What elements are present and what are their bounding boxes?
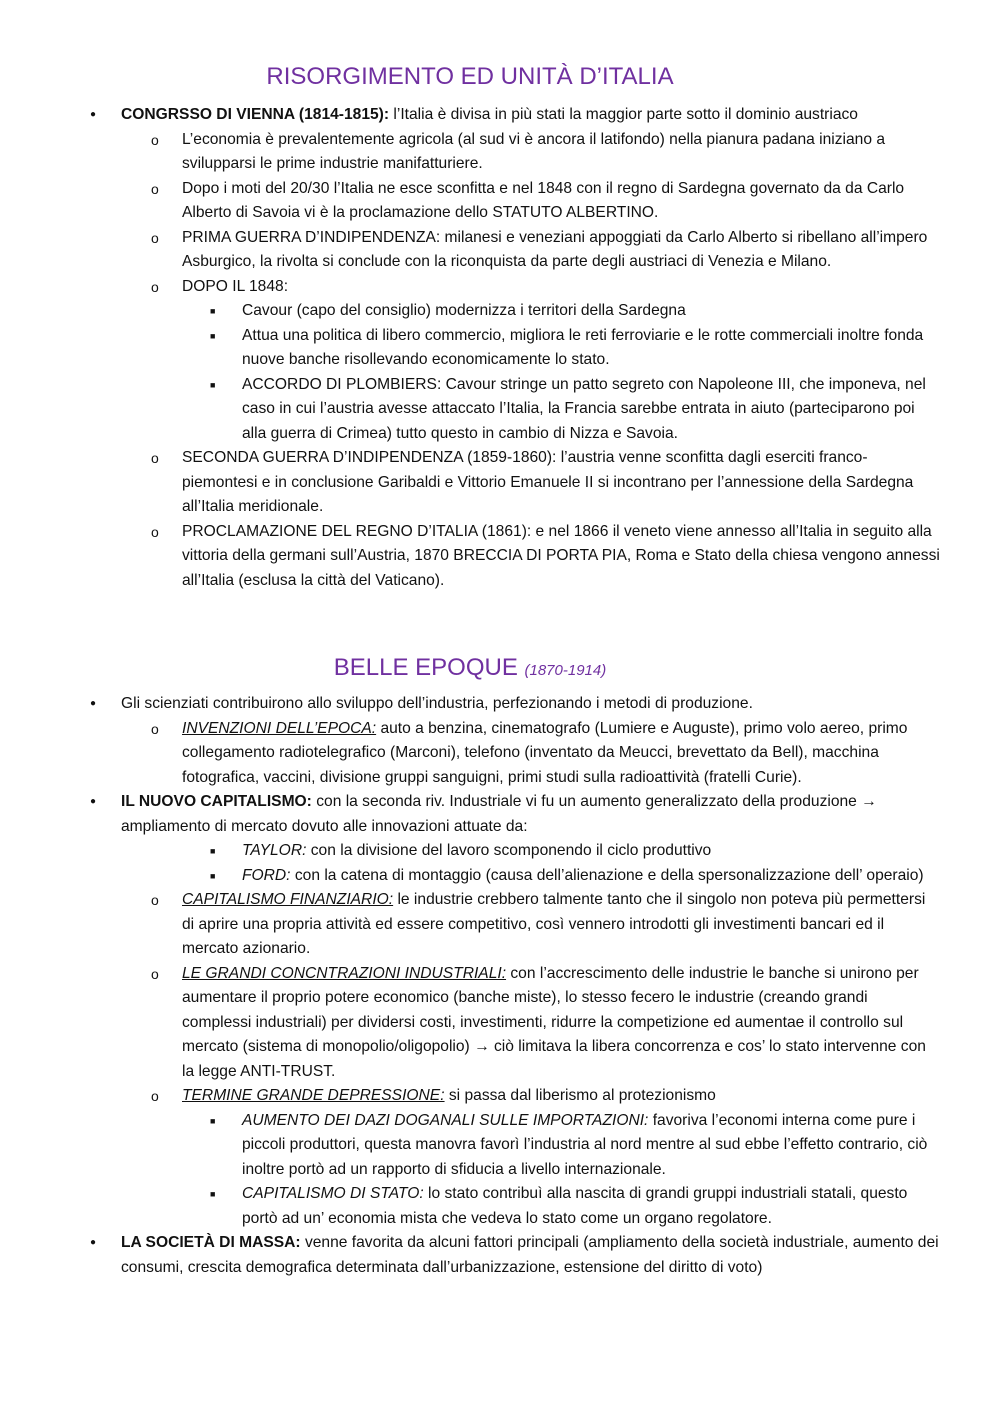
item-text: lo stato contribuì alla nascita di grandi gruppi industriali statali, questo portò ad un’ economia mista che vedeva lo stato come un organo regolatore. <box>242 1185 908 1227</box>
item-text: con l’accrescimento delle industrie le banche si unirono per aumentare il proprio potere economico (banche miste), lo stesso fecero le industrie (creando grandi complessi industriali) per dividersi costi, investimenti, ridurre la competizione ed aumentae il controllo sul mercato (sistema di monopolio/oligopolio) → ciò limitava la libera concorrenza e cos’ lo stato intervenne con la legge ANTI-TRUST. <box>182 964 926 1080</box>
item-text: ACCORDO DI PLOMBIERS: Cavour stringe un patto segreto con Napoleone III, che imponeva, nel caso in cui l’austria avesse attaccato l’Italia, la Francia sarebbe entrata in aiuto (parteciparono poi alla guerra di Crimea) tutto questo in cambio di Nizza e Savoia. <box>242 375 926 442</box>
list-item <box>182 839 940 864</box>
list-item <box>121 128 940 177</box>
list-item <box>0 103 940 593</box>
item-text: con la seconda riv. Industriale vi fu un aumento generalizzato della produzione → ampliamento di mercato dovuto alle innovazioni attuate da: <box>121 793 877 835</box>
sub-list <box>0 717 940 791</box>
sub-list <box>0 128 940 594</box>
item-text: si passa dal liberismo al protezionismo <box>444 1087 716 1104</box>
item-text: Cavour (capo del consiglio) modernizza i territori della Sardegna <box>242 302 686 319</box>
item-text: Attua una politica di libero commercio, migliora le reti ferroviarie e le rotte commerciali inoltre fonda nuove banche risollevando economicamente lo stato. <box>242 326 924 368</box>
italic-lead: TERMINE GRANDE DEPRESSIONE: <box>182 1087 445 1104</box>
section-title-text: RISORGIMENTO ED UNITÀ D’ITALIA <box>266 63 674 90</box>
item-text: Gli scienziati contribuirono allo sviluppo dell’industria, perfezionando i metodi di produzione. <box>121 695 753 712</box>
section-title-years: (1870-1914) <box>524 662 607 679</box>
list-item <box>121 1084 940 1231</box>
list-item <box>0 790 940 1231</box>
italic-lead: INVENZIONI DELL’EPOCA: <box>182 719 377 737</box>
list-item <box>121 446 940 520</box>
list-item <box>121 962 940 1085</box>
list-item <box>182 299 940 324</box>
list-item <box>121 717 940 791</box>
bullet-list-belle-epoque <box>0 692 940 1280</box>
list-item <box>121 226 940 275</box>
section-title-belle-epoque <box>0 651 940 688</box>
list-item <box>0 692 940 790</box>
list-item <box>121 275 940 447</box>
italic-lead: CAPITALISMO FINANZIARIO: <box>182 891 394 908</box>
bold-lead: CONGRSSO DI VIENNA (1814-1815): <box>121 106 390 123</box>
list-item <box>121 520 940 594</box>
list-item <box>182 373 940 447</box>
item-text: Dopo i moti del 20/30 l’Italia ne esce sconfitta e nel 1848 con il regno di Sardegna governato da da Carlo Alberto di Savoia vi è la proclamazione dello STATUTO ALBERTINO. <box>182 179 905 221</box>
italic-lead: TAYLOR: <box>242 842 307 859</box>
italic-lead: FORD: <box>242 866 291 884</box>
item-text: venne favorita da alcuni fattori principali (ampliamento della società industriale, aumento dei consumi, crescita demografica determinata dall’urbanizzazione, estensione del diritto di voto) <box>121 1234 939 1276</box>
item-text: le industrie crebbero talmente tanto che il singolo non poteva più permettersi di aprire una propria attività ed essere competitivo, così vennero introdotti gli investimenti bancari ed il mercato azionario. <box>182 891 926 957</box>
bold-lead: LA SOCIETÀ DI MASSA: <box>121 1234 301 1251</box>
italic-lead: AUMENTO DEI DAZI DOGANALI SULLE IMPORTAZIONI: <box>242 1111 649 1129</box>
italic-lead: CAPITALISMO DI STATO: <box>242 1185 424 1202</box>
bold-lead: IL NUOVO CAPITALISMO: <box>121 793 312 810</box>
list-item <box>0 1231 940 1280</box>
item-text: PROCLAMAZIONE DEL REGNO D’ITALIA (1861): e nel 1866 il veneto viene annesso all’Italia in seguito alla vittoria della germani sull’Austria, 1870 BRECCIA DI PORTA PIA, Roma e Stato della chiesa vengono annessi all’Italia (esclusa la città del Vaticano). <box>182 522 940 589</box>
item-text: l’Italia è divisa in più stati la maggior parte sotto il dominio austriaco <box>389 106 858 123</box>
list-item <box>182 1109 940 1183</box>
list-item <box>121 177 940 226</box>
item-text: L’economia è prevalentemente agricola (al sud vi è ancora il latifondo) nella pianura padana iniziano a svilupparsi le prime industrie manifatturiere. <box>182 130 886 172</box>
bullet-list-risorgimento <box>0 103 940 593</box>
section-title-text: BELLE EPOQUE <box>333 654 518 681</box>
list-item <box>182 324 940 373</box>
sub-list <box>0 888 940 1231</box>
item-text: PRIMA GUERRA D’INDIPENDENZA: milanesi e veneziani appoggiati da Carlo Alberto si ribellano all’impero Asburgico, la rivolta si conclude con la riconquista da parte degli austriaci di Venezia e Milano. <box>182 228 928 270</box>
item-text: favoriva l’economi interna come pure i piccoli produttori, questa manovra favorì l’industria al nord mentre al sud ebbe l’effetto contrario, ciò inoltre portò ad un rapporto di sfiducia a livello internazionale. <box>242 1111 928 1178</box>
list-item <box>182 864 940 889</box>
italic-lead: LE GRANDI CONCNTRAZIONI INDUSTRIALI: <box>182 964 507 982</box>
item-text: con la divisione del lavoro scomponendo il ciclo produttivo <box>306 842 712 859</box>
item-text: SECONDA GUERRA D’INDIPENDENZA (1859-1860): l’austria venne sconfitta dagli eserciti franco-piemontesi e in conclusione Garibaldi e Vittorio Emanuele II si incontrano per l’annessione della Sardegna all’Italia meridionale. <box>182 449 914 515</box>
sub-sub-list <box>121 1109 940 1232</box>
section-title-risorgimento <box>0 60 940 94</box>
list-item <box>121 888 940 962</box>
item-text: DOPO IL 1848: <box>182 277 289 295</box>
sub-sub-list <box>121 299 940 446</box>
item-text: auto a benzina, cinematografo (Lumiere e Auguste), primo volo aereo, primo collegamento radiotelegrafico (Marconi), telefono (inventato da Meucci, brevettato da Bell), macchina fotografica, vaccini, divisione gruppi sanguigni, primi studi sulla radioattività (fratelli Curie). <box>182 719 908 786</box>
list-item <box>182 1182 940 1231</box>
sub-sub-list <box>61 839 940 888</box>
item-text: con la catena di montaggio (causa dell’alienazione e della spersonalizzazione dell’ operaio) <box>290 866 924 884</box>
